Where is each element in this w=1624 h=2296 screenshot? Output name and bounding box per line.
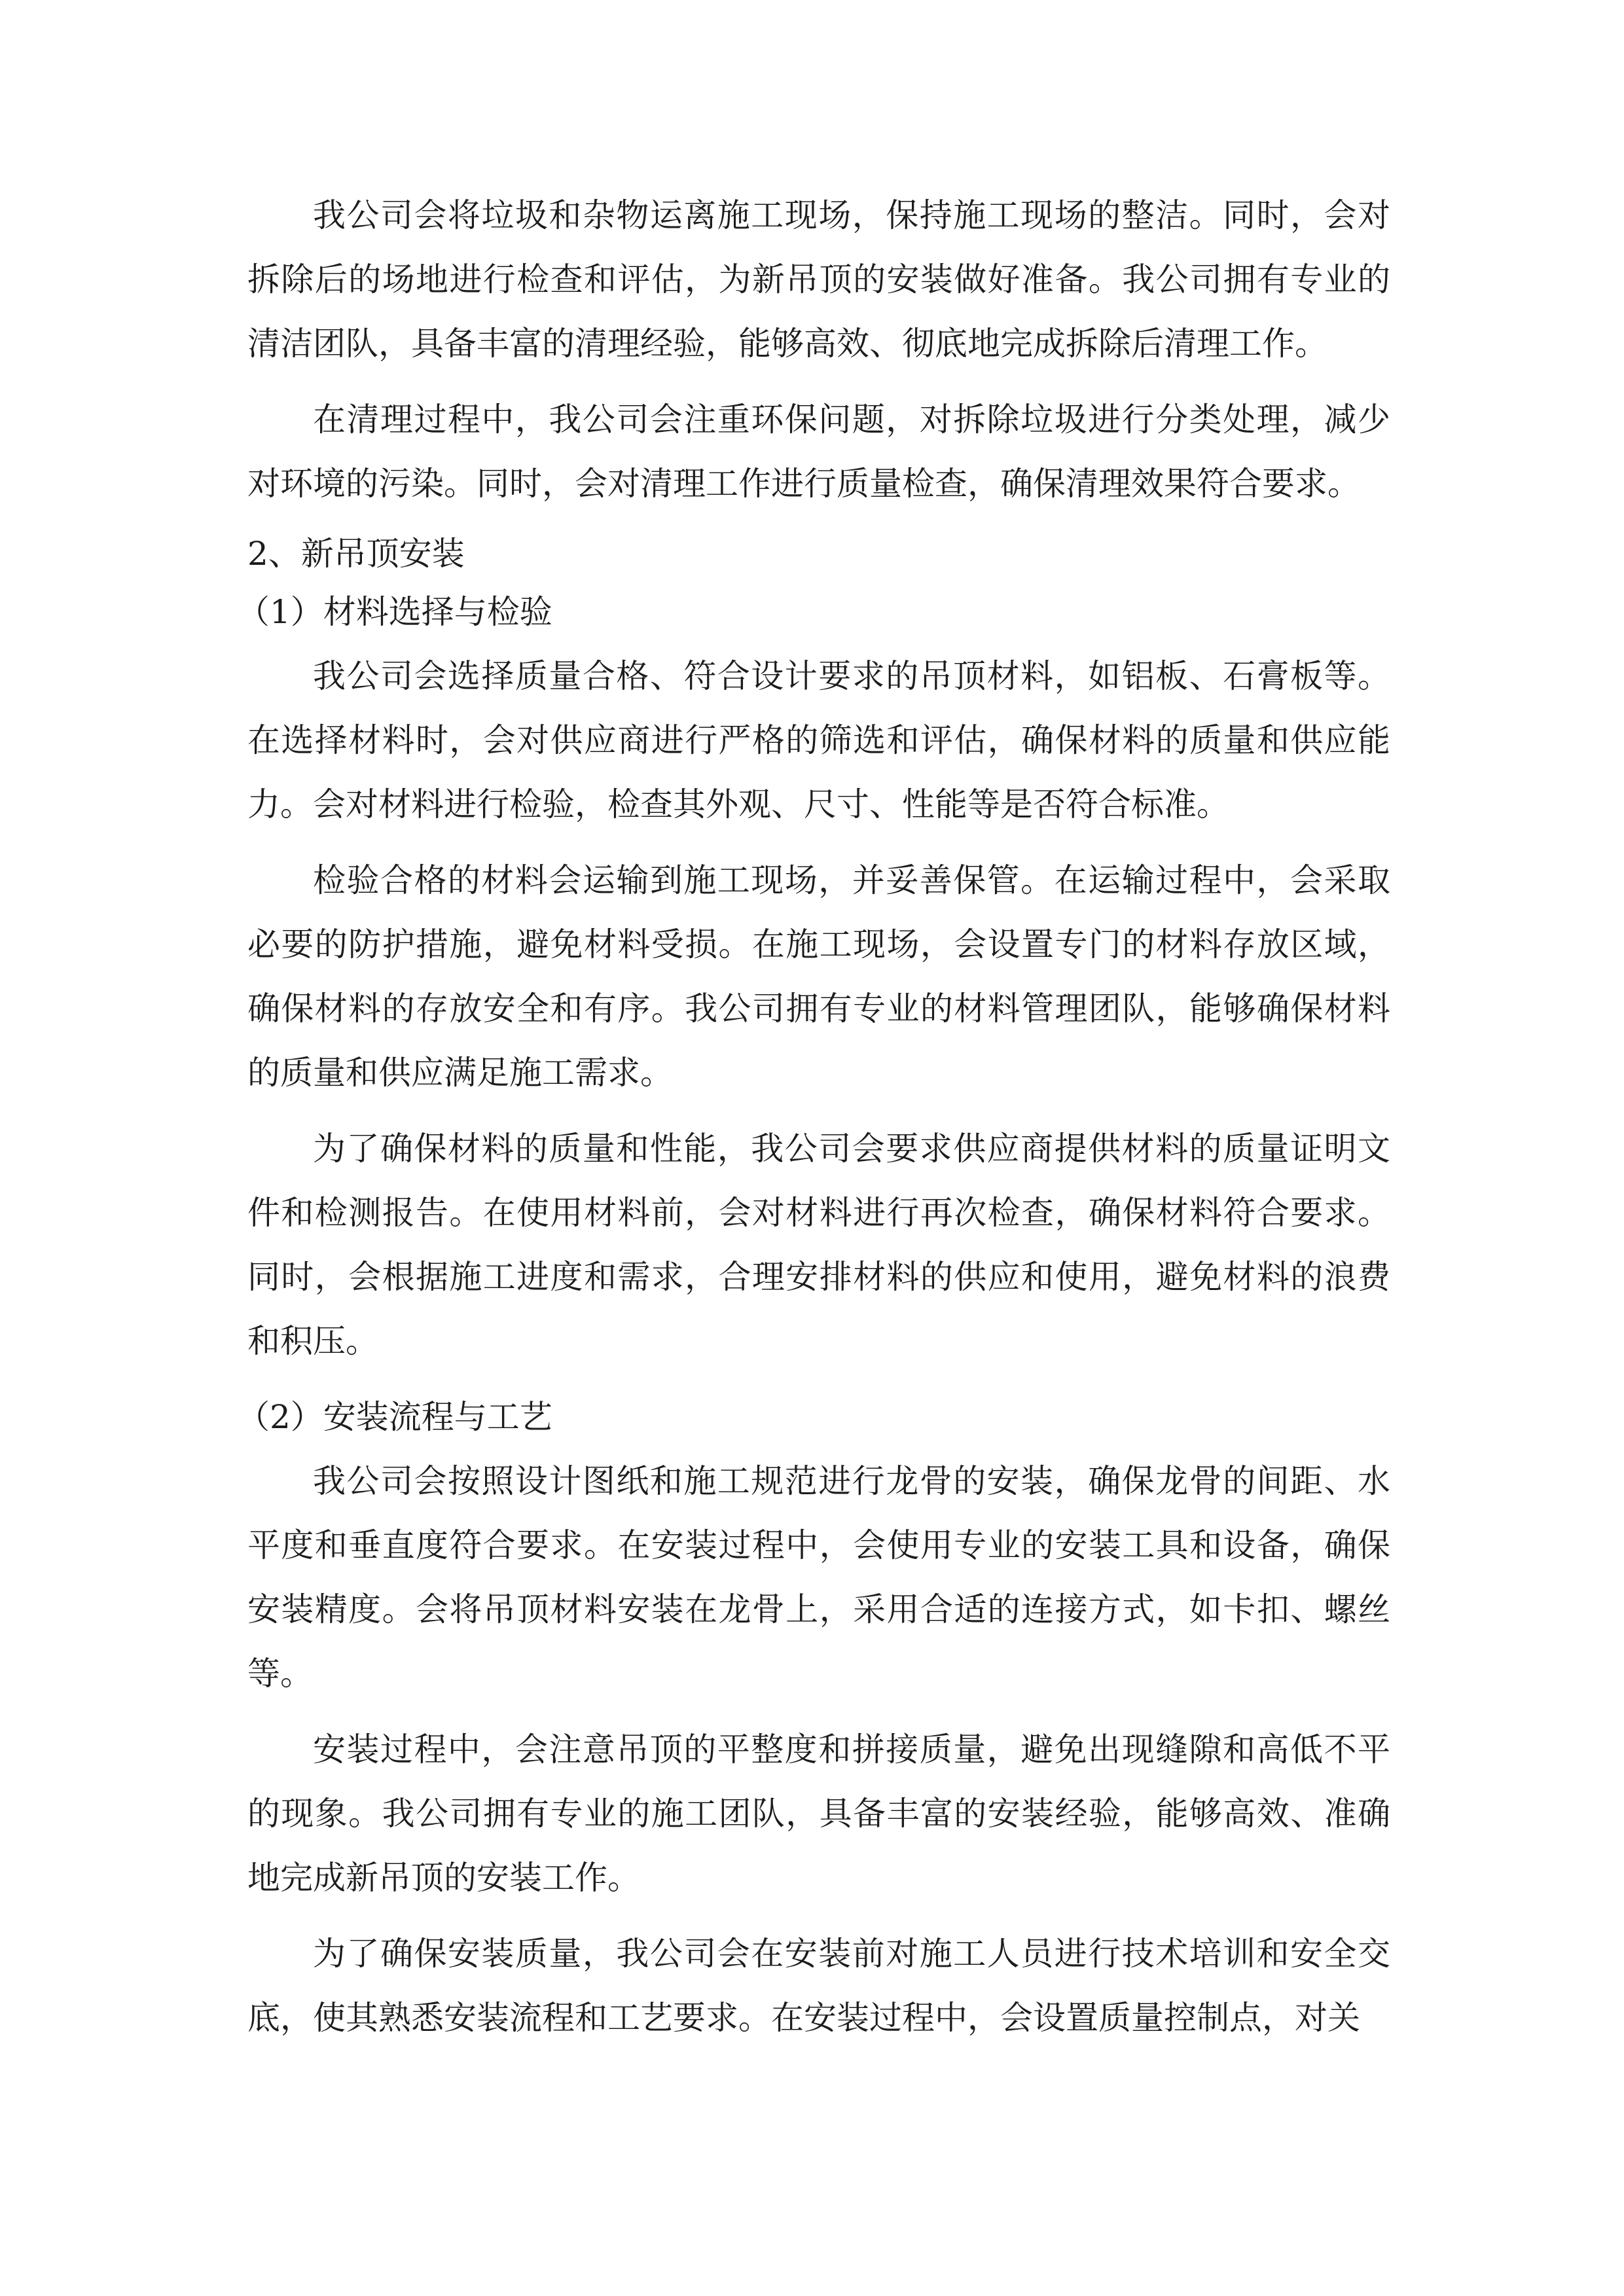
paragraph-cleanup-environment: 在清理过程中，我公司会注重环保问题，对拆除垃圾进行分类处理，减少对环境的污染。同时，会对清理工作进行质量检查，确保清理效果符合要求。 — [247, 401, 1390, 503]
paragraph-material-transport: 检验合格的材料会运输到施工现场，并妥善保管。在运输过程中，会采取必要的防护措施，避免材料受损。在施工现场，会设置专门的材料存放区域，确保材料的存放安全和有序。我公司拥有专业的材料管理团队，能够确保材料的质量和供应满足施工需求。 — [247, 861, 1390, 1092]
paragraph-keel-installation: 我公司会按照设计图纸和施工规范进行龙骨的安装，确保龙骨的间距、水平度和垂直度符合要求。在安装过程中，会使用专业的安装工具和设备，确保安装精度。会将吊顶材料安装在龙骨上，采用合适的连接方式，如卡扣、螺丝等。 — [247, 1462, 1390, 1693]
paragraph-material-selection: 我公司会选择质量合格、符合设计要求的吊顶材料，如铝板、石膏板等。在选择材料时，会对供应商进行严格的筛选和评估，确保材料的质量和供应能力。会对材料进行检验，检查其外观、尺寸、性能等是否符合标准。 — [247, 657, 1390, 823]
paragraph-installation-quality: 安装过程中，会注意吊顶的平整度和拼接质量，避免出现缝隙和高低不平的现象。我公司拥有专业的施工团队，具备丰富的安装经验，能够高效、准确地完成新吊顶的安装工作。 — [247, 1731, 1390, 1897]
subsection-heading-installation: （2）安装流程与工艺 — [237, 1398, 552, 1436]
section-heading-new-ceiling: 2、新吊顶安装 — [247, 535, 465, 573]
paragraph-cleanup-removal: 我公司会将垃圾和杂物运离施工现场，保持施工现场的整洁。同时，会对拆除后的场地进行检查和评估，为新吊顶的安装做好准备。我公司拥有专业的清洁团队，具备丰富的清理经验，能够高效、彻底地完成拆除后清理工作。 — [247, 196, 1390, 363]
paragraph-material-quality: 为了确保材料的质量和性能，我公司会要求供应商提供材料的质量证明文件和检测报告。在使用材料前，会对材料进行再次检查，确保材料符合要求。同时，会根据施工进度和需求，合理安排材料的供应和使用，避免材料的浪费和积压。 — [247, 1130, 1390, 1360]
subsection-heading-materials: （1）材料选择与检验 — [237, 593, 552, 631]
document-body — [237, 183, 1390, 2062]
paragraph-installation-training: 为了确保安装质量，我公司会在安装前对施工人员进行技术培训和安全交底，使其熟悉安装流程和工艺要求。在安装过程中，会设置质量控制点，对关 — [247, 1935, 1390, 2037]
